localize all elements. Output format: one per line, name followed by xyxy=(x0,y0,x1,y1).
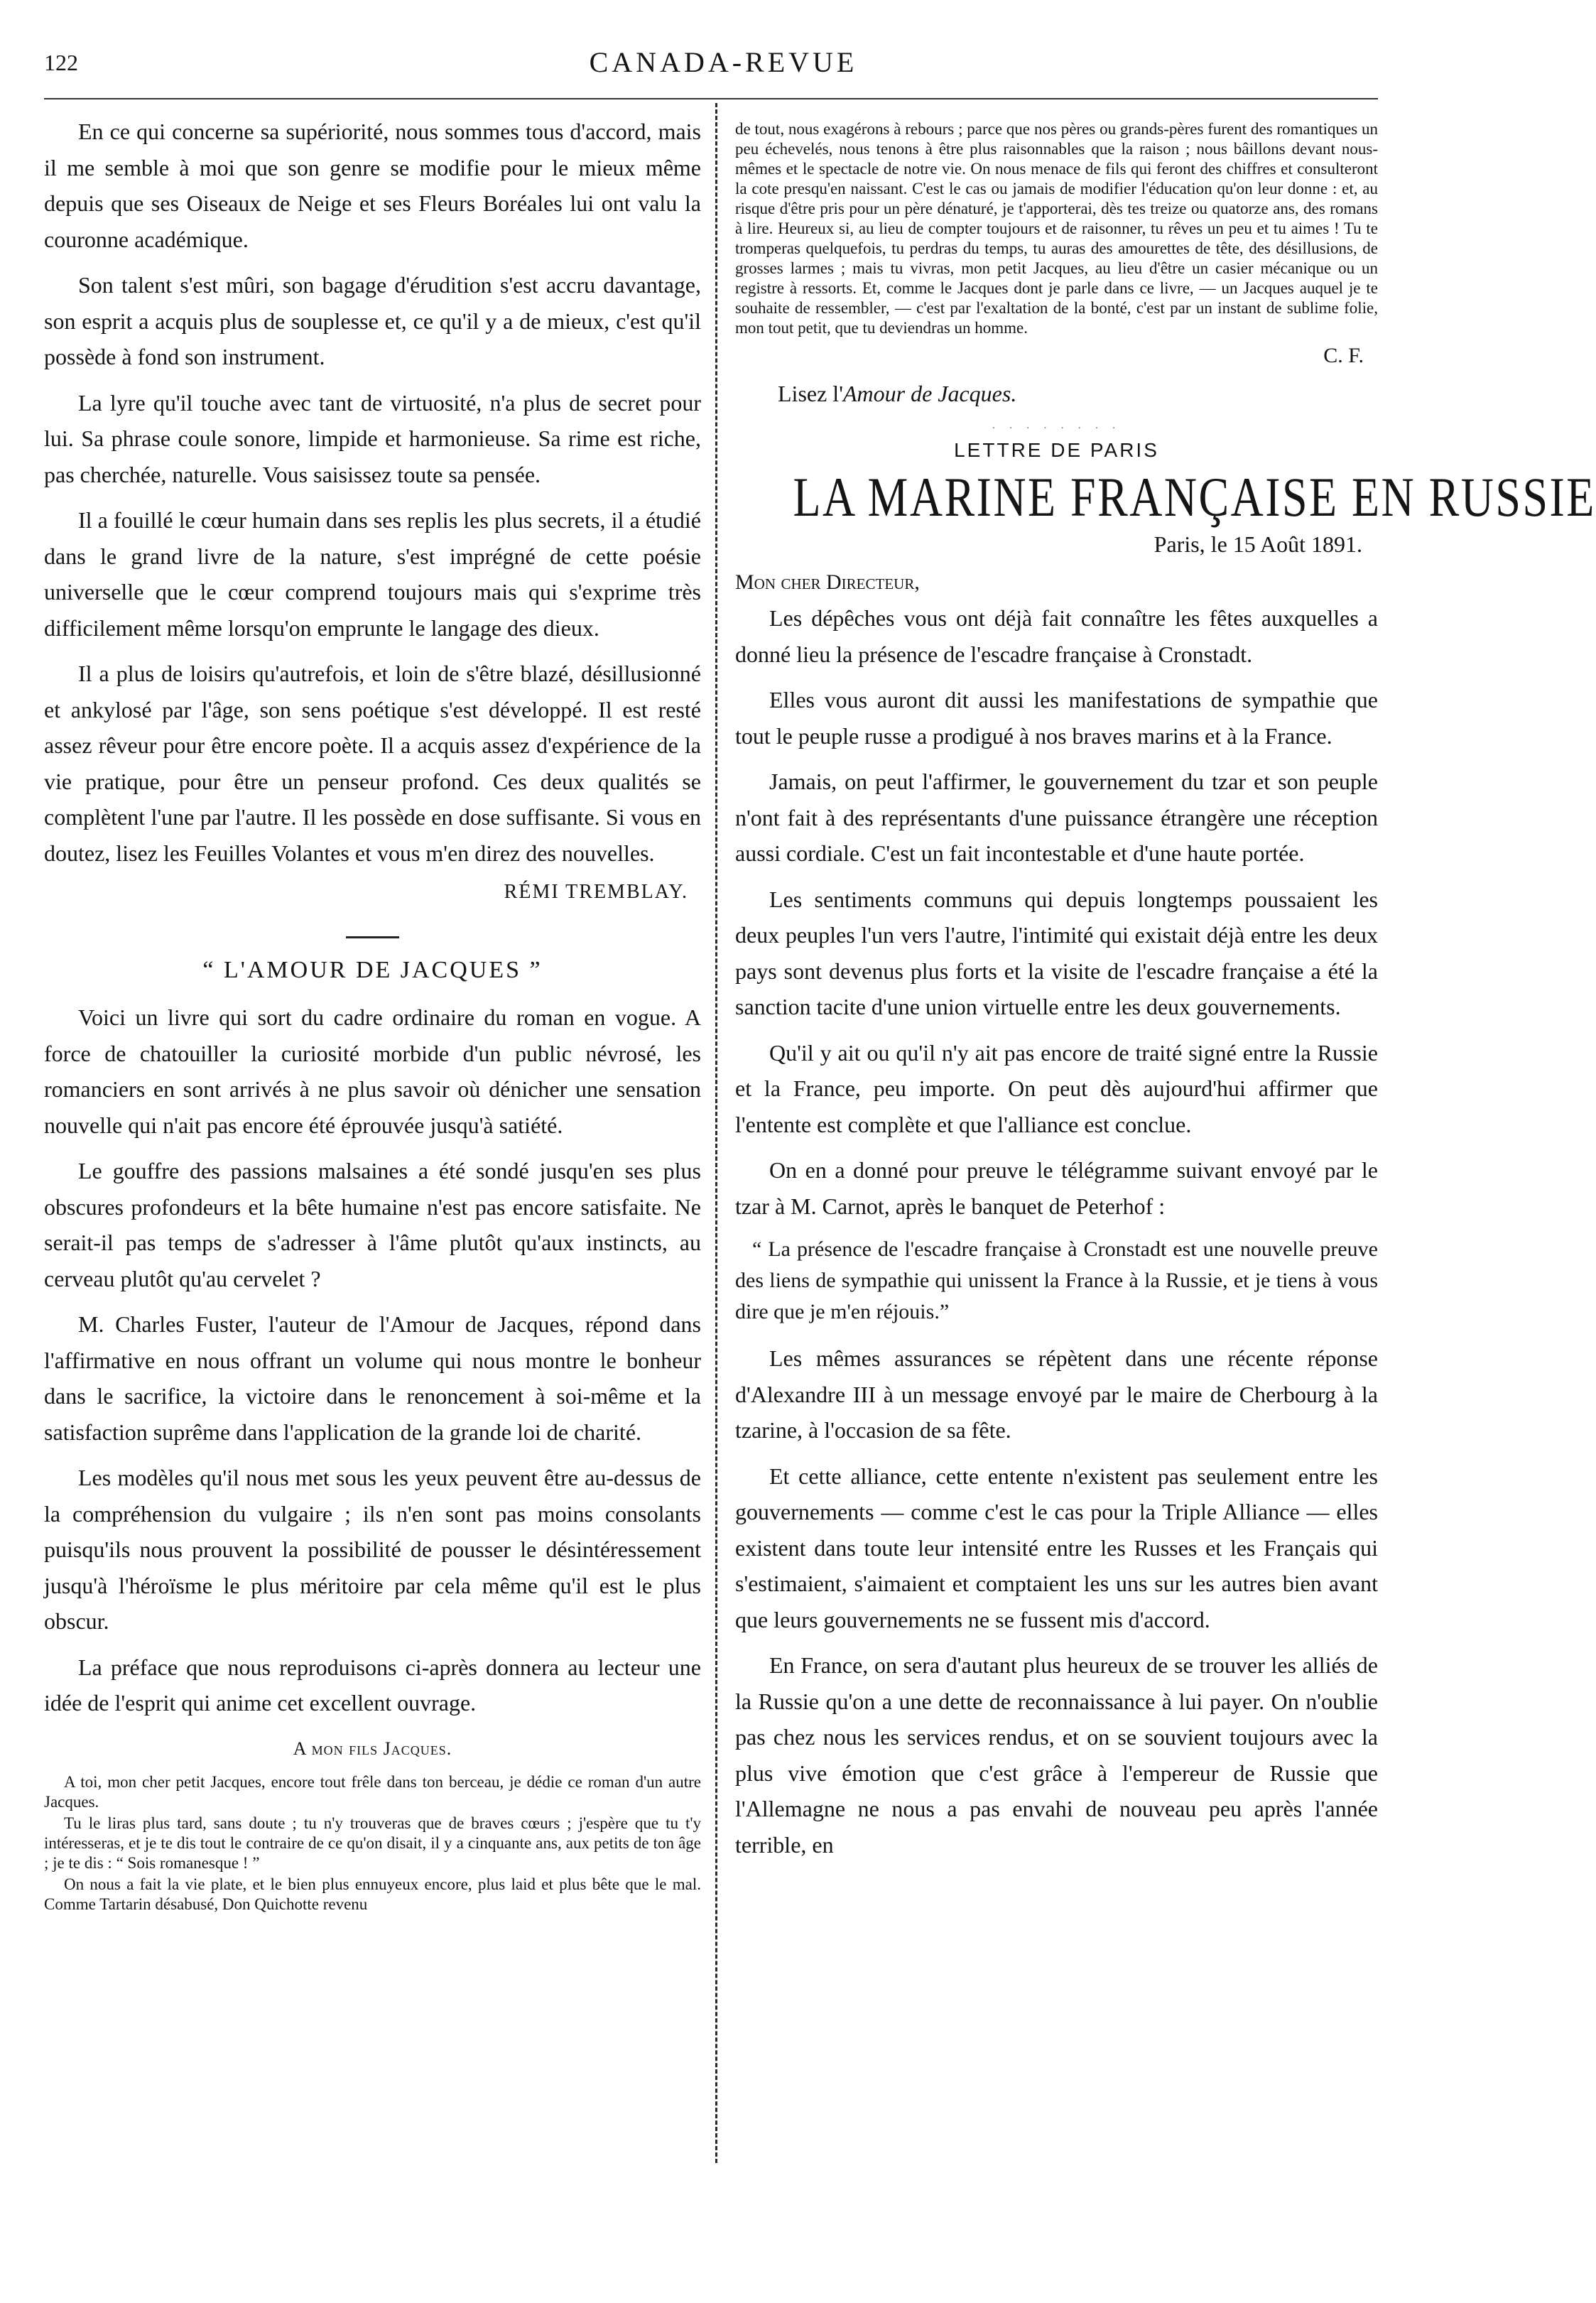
left-column xyxy=(44,114,701,1916)
right-column xyxy=(735,119,1596,1873)
dateline: Paris, le 15 Août 1891. xyxy=(1153,531,1362,557)
paragraph: Son talent s'est mûri, son bagage d'érudition s'est accru davantage, son esprit a acquis plus de souplesse et, ce qu'il y a de mieux, c'est qu'il possède à fond son instrument. xyxy=(44,272,701,369)
column-divider xyxy=(715,103,717,2163)
paragraph: M. Charles Fuster, l'auteur de l'Amour de Jacques, répond dans l'affirmative en nous offrant un volume qui nous montre le bonheur dans le sacrifice, la victoire dans le renoncement à soi-même et la satisfaction suprême dans l'application de la grande loi de charité. xyxy=(44,1311,701,1445)
salutation: Mon cher Directeur, xyxy=(735,570,920,594)
section-label: LETTRE DE PARIS xyxy=(954,439,1159,461)
paragraph: Voici un livre qui sort du cadre ordinaire du roman en vogue. A force de chatouiller la curiosité morbide d'un public névrosé, les romanciers en sont arrivés à ne plus savoir où dénicher une sensation nouvelle qui n'ait pas encore été éprouvée jusqu'à satiété. xyxy=(44,1004,701,1138)
paragraph: Qu'il y ait ou qu'il n'y ait pas encore de traité signé entre la Russie et la France, peu importe. On peut dès aujourd'hui affirmer que l'entente est complète et que l'alliance est conclue. xyxy=(735,1039,1378,1137)
book-title: Amour de Jacques. xyxy=(842,381,1017,406)
dedication-paragraph: A toi, mon cher petit Jacques, encore tout frêle dans ton berceau, je dédie ce roman d'un autre Jacques. xyxy=(44,1772,701,1811)
dedication-continuation: de tout, nous exagérons à rebours ; parce que nos pères ou grands-pères furent des romantiques un peu échevelés, nous tenons à être plus raisonnables que la raison ; nous bâillons devant nous-mêmes et le spectacle de notre vie. On nous menace de fils qui feront des chiffres et consulteront la cote presqu'en naissant. C'est le cas ou jamais de modifier l'éducation qu'on leur donne : et, au risque d'être pris pour un père dénaturé, je t'apporterai, dès tes treize ou quatorze ans, des romans à lire. Heureux si, au lieu de compter toujours et de raisonner, tu rêves un peu et tu aimes ! Tu te tromperas quelquefois, tu perdras du temps, tu auras des amourettes de tête, des désillusions, de grosses larmes ; mais tu vivras, mon petit Jacques, au lieu d'être un casier mécanique ou un registre à ressorts. Et, comme le Jacques dont je parle dans ce livre, — un Jacques auquel je te souhaite de ressembler, — c'est par l'exaltation de la bonté, c'est par un instant de sublime folie, mon tout petit, que tu deviendras un homme. xyxy=(735,120,1378,337)
paragraph: Il a plus de loisirs qu'autrefois, et loin de s'être blazé, désillusionné et ankylosé par l'âge, son sens poétique s'est développé. Il est resté assez rêveur pour être encore poète. Il a acquis assez d'expérience de la vie pratique, pour être un penseur profond. Ces deux qualités se complètent l'une par l'autre. Il les possède en dose suffisante. Si vous en doutez, lisez les Feuilles Volantes et vous m'en direz des nouvelles. xyxy=(44,661,701,866)
paragraph: Les sentiments communs qui depuis longtemps poussaient les deux peuples l'un vers l'autre, l'intimité qui existait déjà entre les deux pays sont devenus plus forts et la visite de l'escadre française a été la sanction tacite d'une union virtuelle entre les deux gouvernements. xyxy=(735,886,1378,1019)
paragraph: Les dépêches vous ont déjà fait connaître les fêtes auxquelles a donné lieu la présence de l'escadre française à Cronstadt. xyxy=(735,605,1378,667)
section-separator xyxy=(346,936,399,938)
page-number: 122 xyxy=(44,50,78,75)
dotted-separator: · · · · · · · · xyxy=(992,423,1122,434)
paragraph: Le gouffre des passions malsaines a été sondé jusqu'en ses plus obscures profondeurs et la bête humaine n'est pas encore satisfaite. Ne serait-il pas temps de s'adresser à l'âme plutôt qu'aux instincts, au cerveau plutôt qu'au cervelet ? xyxy=(44,1158,701,1291)
paragraph: Il a fouillé le cœur humain dans ses replis les plus secrets, il a étudié dans le grand livre de la nature, s'est imprégné de cette poésie universelle que le cœur comprend toujours mais qui s'exprime très difficilement même lorsqu'on emprunte le langage des dieux. xyxy=(44,507,701,641)
paragraph: Elles vous auront dit aussi les manifestations de sympathie que tout le peuple russe a prodigué à nos braves marins et à la France. xyxy=(735,687,1378,749)
read-prefix: Lisez l' xyxy=(778,381,843,406)
paragraph: Les modèles qu'il nous met sous les yeux peuvent être au-dessus de la compréhension du vulgaire ; ils n'en sont pas moins consolants puisqu'ils nous prouvent la possibilité de pousser le désintéressement jusqu'à l'héroïsme le plus méritoire par cela même qu'il est le plus obscur. xyxy=(44,1465,701,1634)
read-recommendation xyxy=(778,378,1378,409)
paragraph: En ce qui concerne sa supériorité, nous sommes tous d'accord, mais il me semble à moi que son genre se modifie pour le mieux même depuis que ses Oiseaux de Neige et ses Fleurs Boréales lui ont valu la couronne académique. xyxy=(44,119,701,252)
paragraph: La préface que nous reproduisons ci-après donnera au lecteur une idée de l'esprit qui anime cet excellent ouvrage. xyxy=(44,1654,701,1716)
paragraph: Les mêmes assurances se répètent dans une récente réponse d'Alexandre III à un message envoyé par le maire de Cherbourg à la tzarine, à l'occasion de sa fête. xyxy=(735,1345,1378,1443)
paragraph: Jamais, on peut l'affirmer, le gouvernement du tzar et son peuple n'ont fait à des représentants d'une puissance étrangère une réception aussi cordiale. C'est un fait incontestable et d'une haute portée. xyxy=(735,769,1378,866)
dedication-title: A mon fils Jacques. xyxy=(293,1738,452,1759)
top-rule xyxy=(44,98,1378,99)
telegram-quote: “ La présence de l'escadre française à Cronstadt est une nouvelle preuve des liens de sympathie qui unissent la France à la Russie, et je tiens à vous dire que je m'en réjouis.” xyxy=(735,1237,1378,1323)
author-initials: C. F. xyxy=(1323,344,1364,367)
running-head: CANADA-REVUE xyxy=(589,46,858,78)
section-title: “ L'AMOUR DE JACQUES ” xyxy=(202,957,543,983)
paragraph: La lyre qu'il touche avec tant de virtuosité, n'a plus de secret pour lui. Sa phrase coule sonore, limpide et harmonieuse. Sa rime est riche, pas cherchée, naturelle. Vous saisissez toute sa pensée. xyxy=(44,389,701,487)
paragraph: On en a donné pour preuve le télégramme suivant envoyé par le tzar à M. Carnot, après le banquet de Peterhof : xyxy=(735,1157,1378,1219)
paragraph: En France, on sera d'autant plus heureux de se trouver les alliés de la Russie qu'on a une dette de reconnaissance à lui payer. On n'oublie pas chez nous les services rendus, et on se souvient toujours avec la plus vive émotion que c'est grâce à l'empereur de Russie que l'Allemagne ne nous a pas envahi de nouveau peu après l'année terrible, en xyxy=(735,1652,1378,1858)
article-title: LA MARINE FRANÇAISE EN RUSSIE xyxy=(793,466,1596,528)
author-signature: RÉMI TREMBLAY. xyxy=(504,881,688,903)
dedication-paragraph: On nous a fait la vie plate, et le bien plus ennuyeux encore, plus laid et plus bête que le mal. Comme Tartarin désabusé, Don Quichotte revenu xyxy=(44,1875,701,1913)
dedication-paragraph: Tu le liras plus tard, sans doute ; tu n'y trouveras que de braves cœurs ; j'espère que tu t'y intéresseras, et je te dis tout le contraire de ce qu'on disait, il y a cinquante ans, aux petits de ton âge ; je te dis : “ Sois romanesque ! ” xyxy=(44,1814,701,1872)
paragraph: Et cette alliance, cette entente n'existent pas seulement entre les gouvernements — comme c'est le cas pour la Triple Alliance — elles existent dans toute leur intensité entre les Russes et les Français qui s'estimaient, s'aimaient et comptaient les uns sur les autres bien avant que leurs gouvernements ne se fussent mis d'accord. xyxy=(735,1463,1378,1632)
